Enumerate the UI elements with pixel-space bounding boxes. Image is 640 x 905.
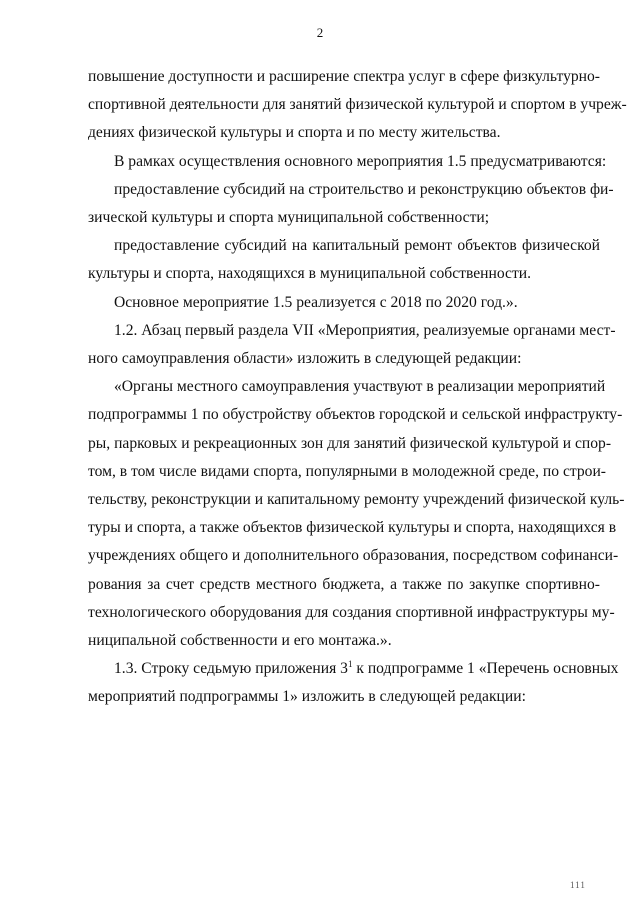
text-line: ры, парковых и рекреационных зон для занятий физической культурой и спор- — [88, 434, 612, 452]
paragraph — [88, 373, 625, 655]
text-line: 1.2. Абзац первый раздела VII «Мероприятия, реализуемые органами мест- — [114, 321, 616, 339]
text-fragment: к подпрограмме 1 «Перечень основных — [352, 660, 619, 678]
corner-mark: 111 — [570, 880, 586, 890]
text-line: Основное мероприятие 1.5 реализуется с 2018 по 2020 год.». — [114, 293, 518, 311]
text-line: спортивной деятельности для занятий физической культурой и спортом в учреж- — [88, 96, 627, 114]
text-line: тельству, реконструкции и капитальному ремонту учреждений физической куль- — [88, 491, 625, 509]
text-line: культуры и спорта, находящихся в муниципальной собственности. — [88, 265, 532, 283]
text-line: подпрограммы 1 по обустройству объектов городской и сельской инфраструкту- — [88, 406, 623, 424]
paragraph — [88, 176, 614, 232]
text-fragment: 1.3. Строку седьмую приложения 3 — [114, 660, 348, 678]
page-number: 2 — [316, 25, 324, 40]
paragraph — [88, 148, 607, 176]
paragraph-item-1-3 — [88, 655, 619, 711]
text-line — [88, 655, 619, 683]
paragraph — [88, 63, 627, 148]
document-body — [88, 63, 627, 712]
text-line: том, в том числе видами спорта, популярными в молодежной среде, по строи- — [88, 462, 607, 480]
text-line: «Органы местного самоуправления участвуют в реализации мероприятий — [114, 378, 606, 396]
text-line: предоставление субсидий на капитальный ремонт объектов физической — [114, 237, 600, 255]
text-line: рования за счет средств местного бюджета, а также по закупке спортивно- — [88, 575, 600, 593]
text-line: предоставление субсидий на строительство и реконструкцию объектов фи- — [114, 180, 614, 198]
text-line: ного самоуправления области» изложить в следующей редакции: — [88, 350, 522, 368]
text-line: В рамках осуществления основного мероприятия 1.5 предусматриваются: — [114, 152, 607, 170]
paragraph — [88, 317, 616, 373]
text-line: дениях физической культуры и спорта и по месту жительства. — [88, 124, 501, 142]
text-line: технологического оборудования для создания спортивной инфраструктуры му- — [88, 603, 615, 621]
text-line: мероприятий подпрограммы 1» изложить в следующей редакции: — [88, 688, 526, 706]
text-line: повышение доступности и расширение спектра услуг в сфере физкультурно- — [88, 68, 600, 85]
text-line: учреждениях общего и дополнительного образования, посредством софинанси- — [88, 547, 619, 565]
text-line: туры и спорта, а также объектов физической культуры и спорта, находящихся в — [88, 519, 617, 537]
paragraph — [88, 289, 600, 317]
paragraph — [88, 232, 600, 288]
superscript: 1 — [347, 659, 353, 670]
text-line: ниципальной собственности и его монтажа.». — [88, 632, 392, 650]
text-line: зической культуры и спорта муниципальной собственности; — [88, 209, 490, 227]
